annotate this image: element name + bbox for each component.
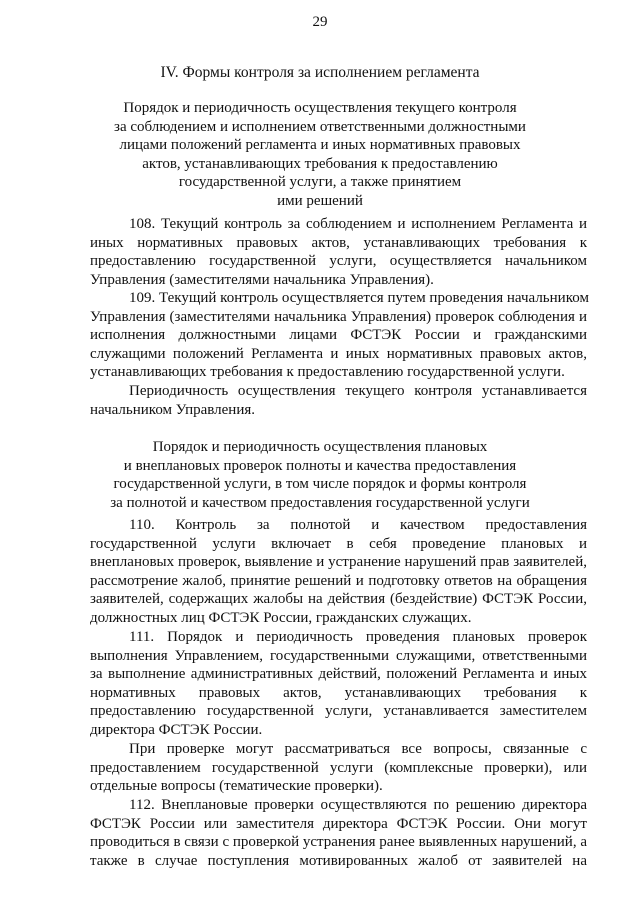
text-line: служащими положений Регламента и иных нормативных правовых актов, — [90, 345, 587, 362]
text-line: ФСТЭК России или заместителя директора ФСТЭК России. Они могут — [90, 815, 587, 832]
text-line: исполнения должностными лицами ФСТЭК России и гражданскими — [90, 327, 587, 344]
paragraph-check — [90, 740, 587, 796]
paragraph-109 — [90, 289, 587, 382]
heading-line: за соблюдением и исполнением ответственными должностными — [114, 118, 526, 135]
text-line: рассмотрение жалоб, принятие решений и подготовку ответов на обращения — [90, 572, 587, 589]
text-line: предоставлению государственной услуги, устанавливается заместителем — [90, 703, 587, 720]
paragraph-111 — [90, 628, 587, 740]
text-line: устанавливающих требования к предоставлению государственной услуги. — [90, 364, 565, 381]
paragraph-108 — [90, 215, 587, 289]
text-line: предоставлением государственной услуги (комплексные проверки), или — [90, 759, 587, 776]
paragraph-periodicity — [90, 382, 587, 419]
paragraph-112 — [90, 796, 587, 870]
text-line: При проверке могут рассматриваться все вопросы, связанные с — [129, 741, 587, 757]
text-line: Управления (заместителями начальника Управления). — [90, 271, 434, 288]
heading-planned-checks — [80, 438, 560, 512]
text-line: 112. Внеплановые проверки осуществляются по решению директора — [129, 797, 587, 813]
section-title: IV. Формы контроля за исполнением регламента — [160, 64, 480, 81]
heading-line: государственной услуги, а также принятием — [178, 174, 462, 190]
text-line: также в случае поступления мотивированных жалоб от заявителей на — [90, 852, 587, 869]
heading-line: ими решений — [277, 192, 363, 209]
heading-line: государственной услуги, в том числе порядок и формы контроля — [113, 476, 527, 492]
text-line: проводиться в связи с проверкой устранения ранее выявленных нарушений, а — [90, 834, 587, 851]
page-number: 29 — [312, 14, 328, 30]
text-line: 111. Порядок и периодичность проведения плановых проверок — [129, 629, 587, 645]
text-line: иных нормативных правовых актов, устанавливающих требования к — [90, 234, 587, 251]
text-line: директора ФСТЭК России. — [90, 721, 263, 738]
text-line: начальником Управления. — [90, 401, 255, 418]
text-line: заявителей, содержащих жалобы на действия (бездействие) ФСТЭК России, — [90, 591, 587, 608]
text-line: Периодичность осуществления текущего контроля устанавливается — [129, 383, 587, 399]
heading-line: актов, устанавливающих требования к предоставлению — [142, 155, 498, 172]
text-line: предоставлению государственной услуги, осуществляется начальником — [90, 253, 587, 270]
heading-line: и внеплановых проверок полноты и качества предоставления — [123, 457, 517, 474]
text-line: внеплановых проверок, выявление и устранение нарушений прав заявителей, — [90, 554, 587, 571]
text-line: 108. Текущий контроль за соблюдением и исполнением Регламента и — [129, 216, 587, 232]
heading-line: Порядок и периодичность осуществления плановых — [152, 439, 488, 455]
heading-line: Порядок и периодичность осуществления текущего контроля — [123, 100, 517, 116]
text-line: 110. Контроль за полнотой и качеством предоставления — [129, 517, 587, 533]
text-line: должностных лиц ФСТЭК России, гражданских служащих. — [90, 609, 472, 626]
text-line: 109. Текущий контроль осуществляется путем проведения начальником — [129, 290, 589, 306]
text-line: государственной услуги включает в себя проведение плановых и — [90, 535, 587, 552]
text-line: выполнения Управлением, государственными служащими, ответственными — [90, 647, 587, 664]
text-line: за выполнение административных действий, положений Регламента и иных — [90, 666, 587, 683]
heading-current-control — [80, 99, 560, 210]
heading-line: лицами положений регламента и иных нормативных правовых — [119, 137, 521, 153]
text-line: Управления (заместителями начальника Управления) проверок соблюдения и — [90, 308, 587, 325]
text-line: нормативных правовых актов, устанавливающих требования к — [90, 684, 587, 701]
text-line: отдельные вопросы (тематические проверки). — [90, 778, 383, 795]
heading-line: за полнотой и качеством предоставления государственной услуги — [110, 494, 530, 511]
paragraph-110 — [90, 516, 587, 628]
